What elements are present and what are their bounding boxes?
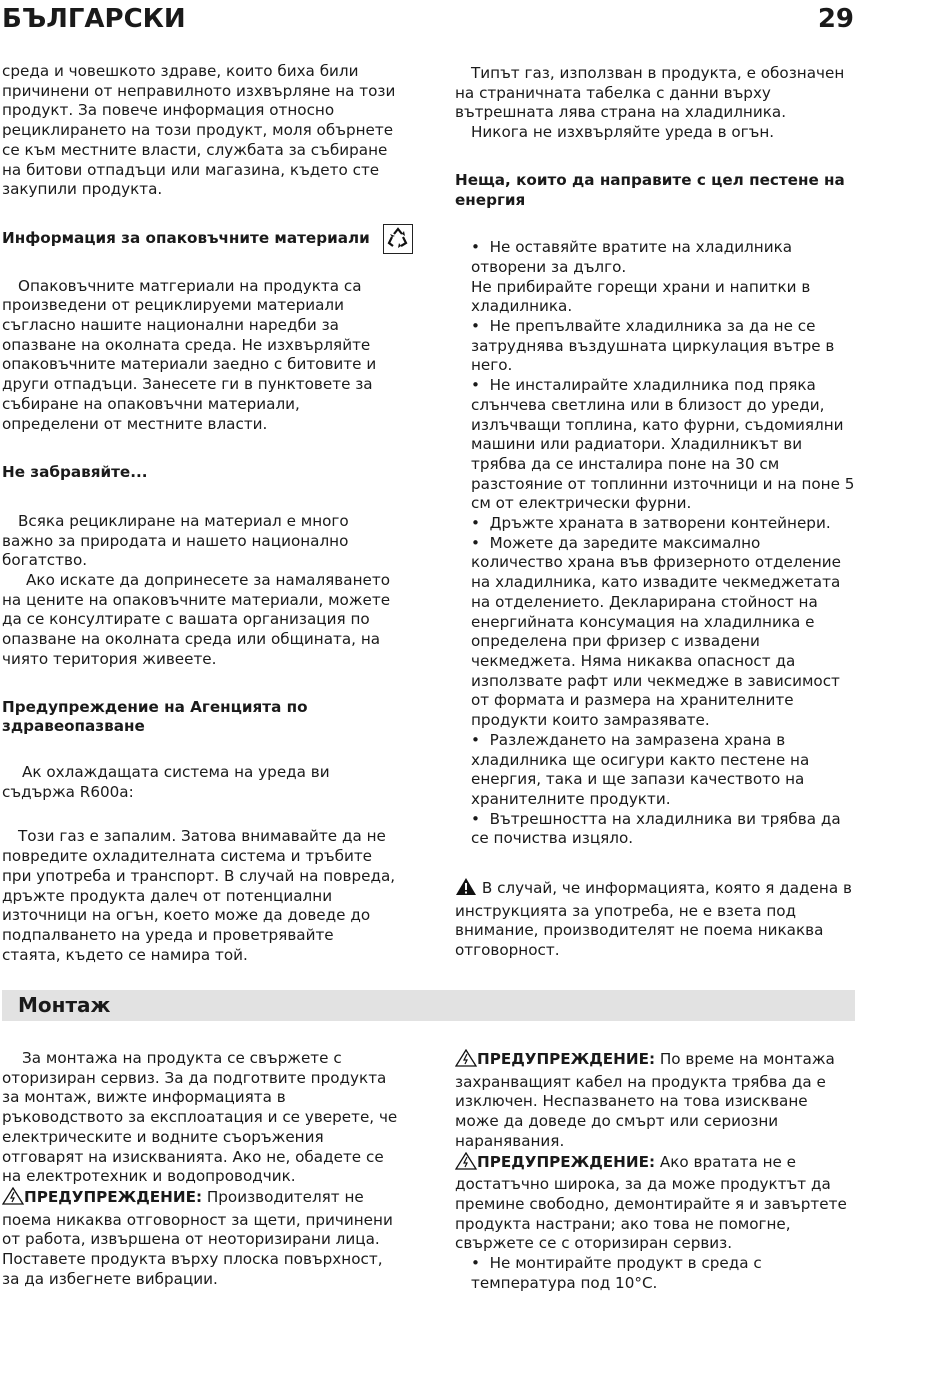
door-width-warning <box>455 1152 855 1255</box>
montazh-paragraph: За монтажа на продукта се свържете с оторизиран сервиз. За да подготвите продукта за монтаж, вижте информацията в ръководството за експлоатация и се уверете, че електрическите и водните съоръжения отговарят на изискванията. Ако не, обадете се на електротехник и водопроводчик. <box>2 1049 398 1186</box>
list-item: • Можете да заредите максимално количество храна във фризерното отделение на хладилника, като извадите чекмеджетата на отделението. Декларирана стойност на енергийната консумация на хладилника е определена при фризер с извадени чекмеджета. Няма никаква опасност да използвате рафт или чекмедже в зависимост от формата и размера на хранителните продукти които замразявате. <box>471 534 855 731</box>
recycle-icon <box>383 224 413 254</box>
section-title: Монтаж <box>18 993 111 1017</box>
disclaimer-paragraph <box>455 877 855 961</box>
list-item: • Не монтирайте продукт в среда с температура под 10°C. <box>471 1254 855 1293</box>
manufacturer-warning <box>2 1187 404 1250</box>
language-title: БЪЛГАРСКИ <box>2 4 186 34</box>
warning-triangle-icon <box>455 1152 477 1176</box>
warning-label: ПРЕДУПРЕЖДЕНИЕ: <box>477 1050 656 1068</box>
dont-forget-paragraph-2: Ако искате да допринесете за намаляването на цените на опаковъчните материали, можете да се консултирате с вашата организация по опазване на околната среда или общината, на чиято територия живеете. <box>2 571 391 668</box>
page-number: 29 <box>817 4 854 34</box>
list-item: • Дръжте храната в затворени контейнери. <box>471 514 855 534</box>
health-agency-heading: Предупреждение на Агенцията по здравеопазване <box>2 697 308 736</box>
gas-paragraph-2: Никога не изхвърляйте уреда в огън. <box>471 123 775 142</box>
list-item: • Не оставяйте вратите на хладилника отворени за дълго. <box>471 238 855 277</box>
warning-triangle-icon <box>455 1049 477 1073</box>
warning-label: ПРЕДУПРЕЖДЕНИЕ: <box>477 1152 656 1171</box>
warning-triangle-icon <box>455 877 477 902</box>
list-item: • Не инсталирайте хладилника под пряка слънчева светлина или в близост до уреди, излъчващи топлина, като фурни, съдомиялни машини или радиатори. Хладилникът ви трябва да се инсталира поне на 30 см разстояние от топлинни източници и на поне 5 см от електрически фурни. <box>471 376 855 514</box>
dont-forget-heading: Не забравяйте... <box>2 463 148 482</box>
warning-text: Ако вратата не е достатъчно широка, за да може продуктът да премине свободно, демонтирайте я и завъртете продукта настрани; ако това не помогне, свържете се с оторизиран сервиз. <box>455 1152 847 1253</box>
power-cable-warning <box>455 1049 855 1152</box>
page-header <box>2 4 854 40</box>
energy-list <box>455 238 855 849</box>
installation-list <box>455 1254 855 1293</box>
list-item: • Вътрешността на хладилника ви трябва да се почиства изцяло. <box>471 810 855 849</box>
list-item: • Разлеждането на замразена храна в хладилника ще осигури както пестене на енергия, така и ще запази качеството на хранителните продукти. <box>471 731 855 810</box>
warning-label: ПРЕДУПРЕЖДЕНИЕ: <box>24 1187 203 1206</box>
right-column-bottom <box>455 1049 855 1293</box>
list-item: • Не препълвайте хладилника за да не се затруднява въздушната циркулация вътре в него. <box>471 317 855 376</box>
warning-text: Производителят не поема никаква отговорност за щети, причинени от работа, извършена от неоторизирани лица. <box>2 1187 393 1249</box>
placement-paragraph: Поставете продукта върху плоска повърхност, за да избегнете вибрации. <box>2 1250 383 1288</box>
health-paragraph-2: Този газ е запалим. Затова внимавайте да не повредите охладителната система и тръбите при употреба и транспорт. В случай на повреда, дръжте продукта далеч от потенциални източници на огън, което може да доведе до подпалването на уреда и проветрявайте стаята, където се намира той. <box>2 827 396 964</box>
left-column-bottom <box>2 1049 404 1289</box>
right-column-top <box>455 64 855 961</box>
warning-triangle-icon <box>2 1187 24 1211</box>
gas-paragraph-1: Типът газ, използван в продукта, е обозначен на страничната табелка с данни върху вътрешната лява страна на хладилника. <box>455 64 845 122</box>
section-title-bar <box>2 990 855 1021</box>
packaging-heading: Информация за опаковъчните материали <box>2 228 370 247</box>
left-column-top <box>2 62 397 965</box>
dont-forget-paragraph-1: Всяка рециклиране на материал е много важно за природата и нашето национално богатство. <box>2 511 349 570</box>
disclaimer-text: В случай, че информацията, която я дадена в инструкцията за употреба, не е взета под внимание, производителят не поема никаква отговорност. <box>455 879 852 960</box>
warning-text: По време на монтажа захранващият кабел на продукта трябва да е изключен. Неспазването на това изискване може да доведе до смърт или сериозни наранявания. <box>455 1050 835 1150</box>
list-item-continuation: Не прибирайте горещи храни и напитки в хладилника. <box>471 277 811 316</box>
energy-heading: Неща, които да направите с цел пестене на енергия <box>455 170 845 209</box>
health-paragraph-1: Ак охлаждащата система на уреда ви съдържа R600a: <box>2 762 330 801</box>
intro-paragraph: среда и човешкото здраве, които биха били причинени от неправилното изхвърляне на този продукт. За повече информация относно рециклирането на този продукт, моля обърнете се към местните власти, службата за събиране на битови отпадъци или магазина, където сте закупили продукта. <box>2 62 396 199</box>
packaging-paragraph: Опаковъчните матгериали на продукта са произведени от рециклируеми материали съгласно нашите национални наредби за опазване на околната среда. Не изхвърляйте опаковъчните материали заедно с битовите и други отпадъци. Занесете ги в пунктовете за събиране на опаковъчни материали, определени от местните власти. <box>2 276 377 433</box>
